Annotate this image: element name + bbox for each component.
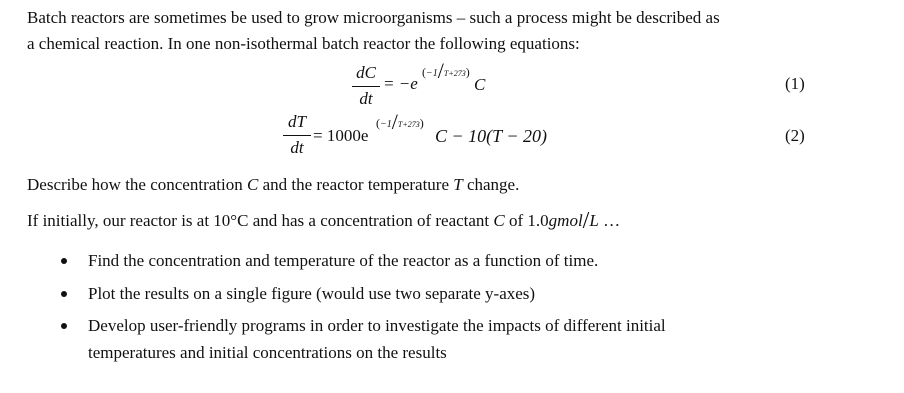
eq1-exp-num: −1	[426, 68, 438, 79]
eq2-fraction-bar	[283, 135, 311, 136]
initial-unit-gmol: gmol	[548, 211, 583, 230]
initial-unit-l: L	[589, 211, 599, 230]
bullet-item-1: Find the concentration and temperature of the reactor as a function of time.	[88, 251, 599, 270]
intro-line-1: Batch reactors are sometimes be used to grow microorganisms – such a process might be described as	[27, 8, 720, 27]
initial-line	[27, 208, 620, 234]
eq2-lhs-fraction	[283, 112, 311, 158]
describe-text-1: Describe how the concentration	[27, 175, 247, 194]
initial-unit-slash: /	[582, 208, 590, 234]
initial-var-c: C	[493, 211, 505, 230]
describe-line	[27, 172, 519, 198]
describe-var-t: T	[453, 175, 463, 194]
eq2-number: (2)	[785, 126, 805, 145]
eq1-denominator: dt	[359, 89, 373, 108]
bullet-item-3-continued: temperatures and initial concentrations on the results	[88, 343, 447, 362]
bullet-dot-3	[61, 323, 67, 329]
intro-line-2: a chemical reaction. In one non-isothermal batch reactor the following equations:	[27, 34, 580, 53]
eq1-number: (1)	[785, 74, 805, 93]
eq1-exp-open: (	[422, 65, 426, 79]
eq2-numerator: dT	[288, 112, 306, 131]
eq2-rest: C − 10(T − 20)	[435, 126, 547, 146]
eq1-exp-close: )	[465, 65, 470, 79]
eq1-equals-exp: = −e	[383, 74, 418, 93]
describe-text-2: and the reactor temperature	[258, 175, 454, 194]
eq2-exp-open: (	[376, 116, 380, 130]
eq1-exp-den: T+273	[443, 69, 466, 78]
initial-text-1: If initially, our reactor is at 10°C and has a concentration of reactant	[27, 211, 494, 230]
eq2-exp-close: )	[419, 116, 424, 130]
eq2-exponent	[376, 109, 424, 134]
bullet-dot-2	[61, 291, 67, 297]
initial-ellipsis: …	[598, 211, 621, 230]
eq2-exp-num: −1	[380, 119, 392, 130]
eq1-var: C	[474, 75, 486, 94]
eq2-equals-exp: = 1000e	[313, 126, 369, 145]
eq1-fraction-bar	[352, 86, 380, 87]
eq1-numerator: dC	[356, 63, 376, 82]
eq1-lhs-fraction	[352, 63, 380, 109]
describe-text-3: change.	[462, 175, 520, 194]
eq1-exponent	[422, 58, 470, 83]
describe-var-c: C	[246, 175, 259, 194]
eq2-exp-den: T+273	[397, 120, 420, 129]
eq2-exp-slash: /	[391, 109, 398, 134]
initial-text-2: of 1.0	[504, 211, 549, 230]
bullet-item-3: Develop user-friendly programs in order to investigate the impacts of different initial	[88, 316, 666, 335]
bullet-dot-1	[61, 258, 67, 264]
eq1-exp-slash: /	[437, 58, 444, 83]
eq2-denominator: dt	[290, 138, 304, 157]
bullet-item-2: Plot the results on a single figure (would use two separate y-axes)	[88, 284, 536, 303]
